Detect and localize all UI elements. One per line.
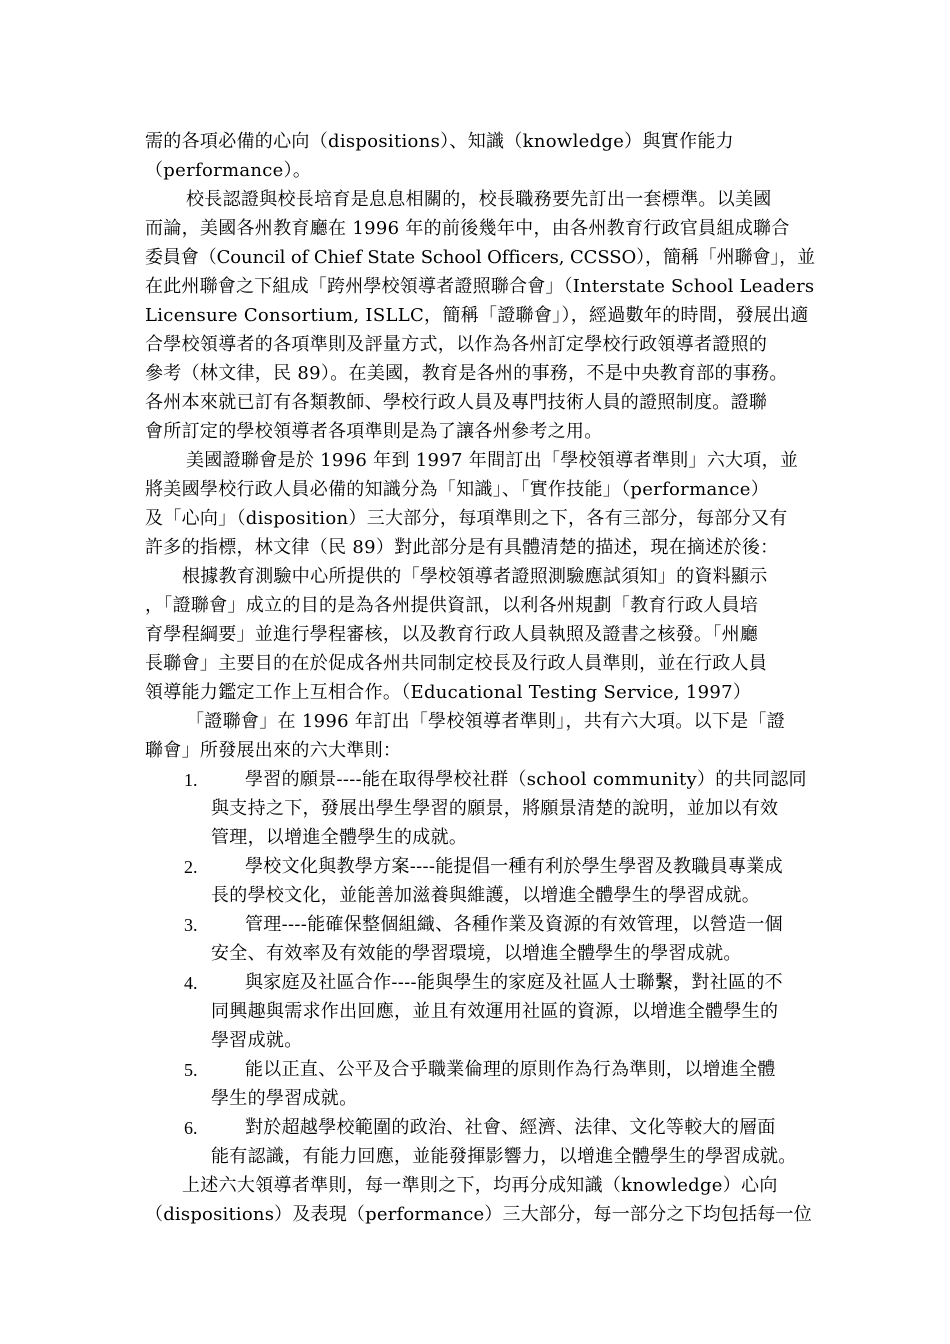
paragraph-2-line-9: 會所訂定的學校領導者各項準則是為了讓各州參考之用。 <box>145 421 603 442</box>
paragraph-3-line-2: 將美國學校行政人員必備的知識分為「知識」、「實作技能」（performance） <box>145 479 770 500</box>
paragraph-4-line-5: 領導能力鑑定工作上互相合作。（Educational Testing Service, 1997） <box>145 682 752 703</box>
standard-3-line-2: 安全、有效率及有效能的學習環境，以增進全體學生的學習成就。 <box>211 943 742 964</box>
standard-2-line-2: 長的學校文化，並能善加滋養與維護，以增進全體學生的學習成就。 <box>211 885 760 906</box>
standard-4-line-1: 與家庭及社區合作----能與學生的家庭及社區人士聯繫，對社區的不 <box>245 972 783 993</box>
paragraph-5-line-1: 「證聯會」在 1996 年訂出「學校領導者準則」，共有六大項。以下是「證 <box>186 711 786 732</box>
standard-3-line-1: 管理----能確保整個組織、各種作業及資源的有效管理，以營造一個 <box>245 914 783 935</box>
standard-1-line-3: 管理，以增進全體學生的成就。 <box>211 827 468 848</box>
standard-6-number: 6. <box>184 1118 198 1138</box>
paragraph-3-line-1: 美國證聯會是於 1996 年到 1997 年間訂出「學校領導者準則」六大項，並 <box>186 450 799 471</box>
paragraph-4-line-4: 長聯會」主要目的在於促成各州共同制定校長及行政人員準則，並在行政人員 <box>145 653 768 674</box>
standard-3-number: 3. <box>184 915 198 935</box>
paragraph-4-line-3: 育學程綱要」並進行學程審核，以及教育行政人員執照及證書之核發。「州廳 <box>145 624 759 645</box>
standard-6-line-1: 對於超越學校範圍的政治、社會、經濟、法律、文化等較大的層面 <box>245 1117 776 1138</box>
standard-5-line-2: 學生的學習成就。 <box>211 1088 358 1109</box>
paragraph-1-line-1: 需的各項必備的心向（dispositions）、知識（knowledge）與實作能力 <box>145 131 734 152</box>
paragraph-2-line-5: Licensure Consortium, ISLLC，簡稱「證聯會」），經過數年的時間，發展出適 <box>145 305 809 326</box>
paragraph-2-line-1: 校長認證與校長培育是息息相關的，校長職務要先訂出一套標準。以美國 <box>186 189 772 210</box>
paragraph-2-line-7: 參考（林文律，民 89）。在美國，教育是各州的事務，不是中央教育部的事務。 <box>145 363 788 384</box>
standard-5-line-1: 能以正直、公平及合乎職業倫理的原則作為行為準則，以增進全體 <box>245 1059 776 1080</box>
standard-1-number: 1. <box>184 770 198 790</box>
standard-4-line-2: 同興趣與需求作出回應，並且有效運用社區的資源，以增進全體學生的 <box>211 1001 779 1022</box>
paragraph-6-line-1: 上述六大領導者準則，每一準則之下，均再分成知識（knowledge）心向 <box>182 1175 778 1196</box>
standard-6-line-2: 能有認識，有能力回應，並能發揮影響力，以增進全體學生的學習成就。 <box>211 1146 797 1167</box>
paragraph-6-line-2: （dispositions）及表現（performance）三大部分，每一部分之下均包括每一位 <box>145 1204 812 1225</box>
standard-4-line-3: 學習成就。 <box>211 1030 303 1051</box>
paragraph-3-line-3: 及「心向」（disposition）三大部分，每項準則之下，各有三部分，每部分又有 <box>145 508 788 529</box>
standard-5-number: 5. <box>184 1060 198 1080</box>
paragraph-3-line-4: 許多的指標，林文律（民 89）對此部分是有具體清楚的描述，現在摘述於後： <box>145 537 779 558</box>
paragraph-2-line-8: 各州本來就已訂有各類教師、學校行政人員及專門技術人員的證照制度。證聯 <box>145 392 768 413</box>
paragraph-2-line-6: 合學校領導者的各項準則及評量方式，以作為各州訂定學校行政領導者證照的 <box>145 334 768 355</box>
paragraph-4-line-2: ，「證聯會」成立的目的是為各州提供資訊，以利各州規劃「教育行政人員培 <box>145 595 759 616</box>
standard-1-line-2: 與支持之下，發展出學生學習的願景，將願景清楚的說明，並加以有效 <box>211 798 779 819</box>
paragraph-1-line-2: （performance）。 <box>145 160 312 181</box>
standard-2-line-1: 學校文化與教學方案----能提倡一種有利於學生學習及教職員專業成 <box>245 856 783 877</box>
standard-2-number: 2. <box>184 857 198 877</box>
standard-1-line-1: 學習的願景----能在取得學校社群（school community）的共同認同 <box>245 769 807 790</box>
paragraph-4-line-1: 根據教育測驗中心所提供的「學校領導者證照測驗應試須知」的資料顯示 <box>182 566 768 587</box>
paragraph-2-line-4: 在此州聯會之下組成「跨州學校領導者證照聯合會」（Interstate School Leaders <box>145 276 815 297</box>
paragraph-2-line-3: 委員會（Council of Chief State School Officers, CCSSO），簡稱「州聯會」，並 <box>145 247 816 268</box>
standard-4-number: 4. <box>184 973 198 993</box>
paragraph-2-line-2: 而論，美國各州教育廳在 1996 年的前後幾年中，由各州教育行政官員組成聯合 <box>145 218 790 239</box>
paragraph-5-line-2: 聯會」所發展出來的六大準則： <box>145 740 402 761</box>
